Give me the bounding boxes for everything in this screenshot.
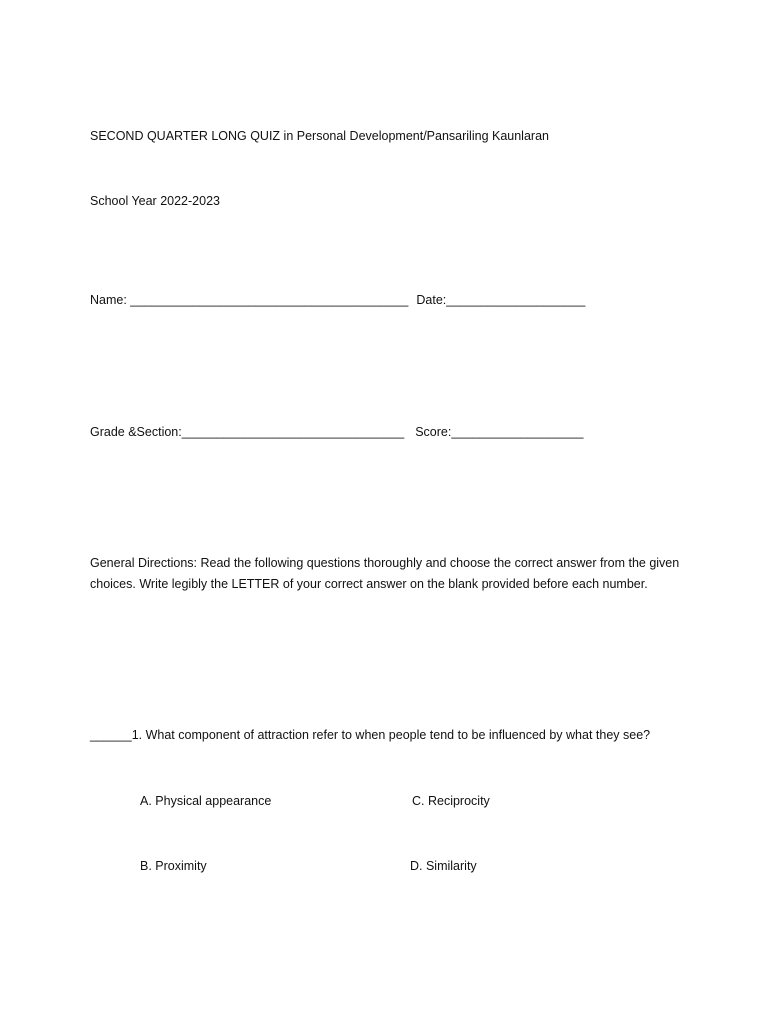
date-field: Date:____________________ (416, 293, 586, 307)
question-1-choice-a: A. Physical appearance (140, 794, 272, 808)
quiz-title: SECOND QUARTER LONG QUIZ in Personal Development/Pansariling Kaunlaran (90, 129, 549, 143)
question-1-choice-d: D. Similarity (410, 859, 477, 873)
score-field: Score:___________________ (415, 425, 584, 439)
name-date-row (90, 290, 585, 310)
name-field: Name: ________________________________________ (90, 293, 409, 307)
question-1-choice-c: C. Reciprocity (412, 794, 490, 808)
general-directions: General Directions: Read the following questions thoroughly and choose the correct answer from the given choices. Write legibly the LETTER of your correct answer on the blank provided before each number. (90, 556, 680, 591)
grade-section-field: Grade &Section:________________________________ (90, 425, 405, 439)
question-1-choice-b: B. Proximity (140, 859, 207, 873)
school-year: School Year 2022-2023 (90, 194, 220, 208)
question-1: ______1. What component of attraction refer to when people tend to be influenced by what they see? (90, 728, 651, 742)
grade-score-row (90, 422, 583, 442)
